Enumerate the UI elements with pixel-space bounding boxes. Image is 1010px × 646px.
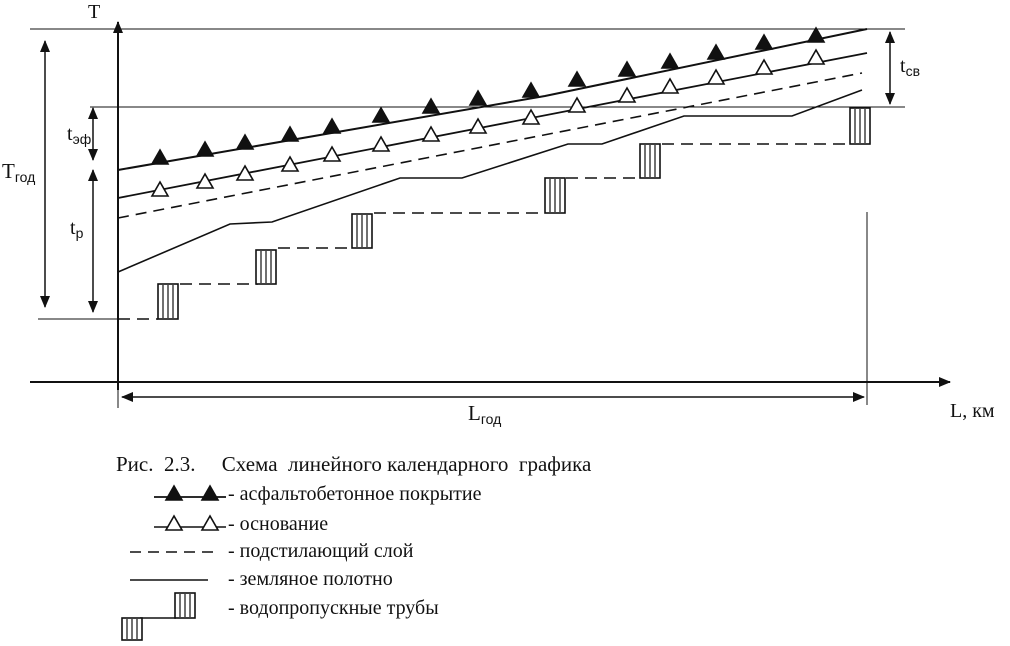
asphalt-marker: [237, 135, 253, 149]
base-marker: [569, 98, 585, 112]
subgrade-line: [118, 90, 862, 272]
t-god-label: Tгод: [2, 159, 36, 185]
base-marker: [619, 88, 635, 102]
legend-item-asphalt: - асфальтобетонное покрытие: [228, 483, 482, 505]
culvert-marker: [545, 178, 565, 213]
base-marker: [708, 70, 724, 84]
base-line: [118, 53, 867, 198]
asphalt-marker: [470, 91, 486, 105]
culvert-marker: [352, 214, 372, 248]
base-marker: [324, 147, 340, 161]
sublayer-line: [118, 73, 862, 218]
culvert-marker: [640, 144, 660, 178]
culvert-marker: [158, 284, 178, 319]
asphalt-marker: [152, 150, 168, 164]
asphalt-marker: [619, 62, 635, 76]
base-marker: [373, 137, 389, 151]
base-markers: [152, 50, 824, 196]
asphalt-marker: [423, 99, 439, 113]
x-axis-label: L, км: [950, 400, 995, 422]
base-marker: [470, 119, 486, 133]
y-axis-label: T: [88, 1, 101, 23]
culvert-marker: [850, 108, 870, 144]
asphalt-marker: [708, 45, 724, 59]
asphalt-marker: [756, 35, 772, 49]
t-r-label: $t_р$: [70, 217, 84, 241]
legend-culvert-marker: [175, 593, 195, 618]
legend-markers: [122, 486, 218, 640]
figure-caption: [116, 452, 591, 477]
asphalt-marker: [808, 28, 824, 42]
legend-item-base: - основание: [228, 513, 329, 535]
asphalt-marker: [373, 108, 389, 122]
asphalt-marker: [569, 72, 585, 86]
asphalt-marker: [197, 142, 213, 156]
caption-number: Рис. 2.3.: [116, 452, 196, 476]
legend-item-subgrade: - земляное полотно: [228, 568, 393, 590]
t-ef-label: $t_{эф}$: [67, 123, 92, 147]
legend-item-sublayer: - подстилающий слой: [228, 540, 414, 562]
legend-culvert-marker: [122, 618, 142, 640]
culvert-marker: [256, 250, 276, 284]
l-god-label: Lгод: [468, 401, 502, 427]
asphalt-line: [118, 29, 867, 170]
base-marker: [197, 174, 213, 188]
asphalt-marker: [282, 127, 298, 141]
t-sv-label: $t_{св}$: [900, 55, 920, 79]
base-marker: [808, 50, 824, 64]
legend-asphalt-marker: [202, 486, 218, 500]
legend-asphalt-marker: [166, 486, 182, 500]
legend-base-marker: [166, 516, 182, 530]
legend-base-marker: [202, 516, 218, 530]
base-marker: [756, 60, 772, 74]
asphalt-marker: [662, 54, 678, 68]
legend-item-culverts: - водопропускные трубы: [228, 597, 439, 619]
base-marker: [423, 127, 439, 141]
caption-title: Схема линейного календарного графика: [221, 452, 592, 476]
base-marker: [662, 79, 678, 93]
asphalt-marker: [324, 119, 340, 133]
asphalt-marker: [523, 83, 539, 97]
